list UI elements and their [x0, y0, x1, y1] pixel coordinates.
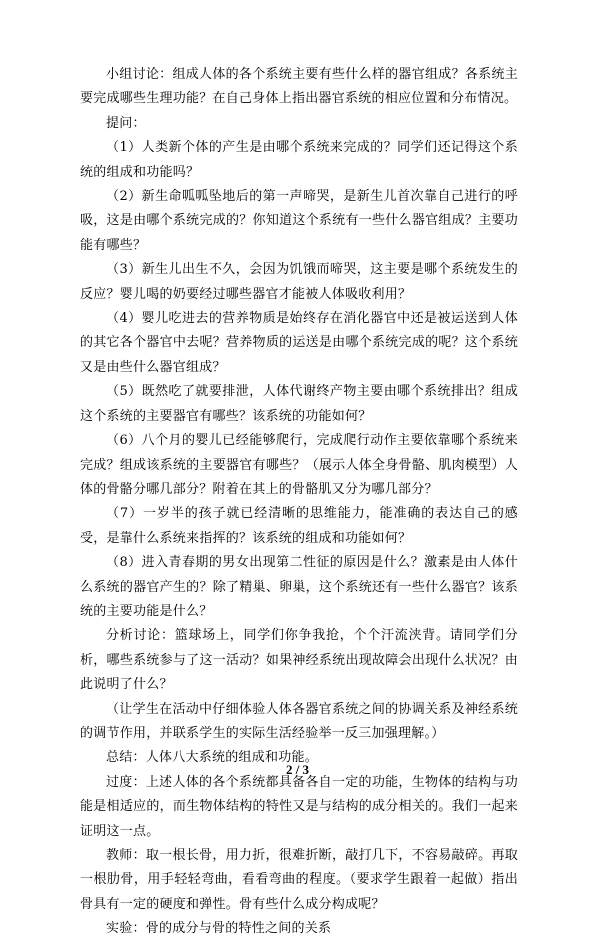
paragraph-note: （让学生在活动中仔细体验人体各器官系统之间的协调关系及神经系统的调节作用，并联系学生的实际生活经验举一反三加强理解。）: [80, 701, 518, 741]
paragraph-question-5: （5）既然吃了就要排泄，人体代谢终产物主要由哪个系统排出？组成这个系统的主要器官有哪些？该系统的功能如何？: [80, 384, 518, 424]
paragraph-question-2: （2）新生命呱呱坠地后的第一声啼哭，是新生儿首次靠自己进行的呼吸，这是由哪个系统完成的？你知道这个系统有一些什么器官组成？主要功能有哪些？: [80, 189, 518, 253]
paragraph-experiment: 实验：骨的成分与骨的特性之间的关系: [106, 921, 332, 937]
page-content: [80, 63, 518, 942]
paragraph-teacher: 教师：取一根长骨，用力折，很难折断，敲打几下，不容易敲碎。再取一根肋骨，用手轻轻弯曲，看看弯曲的程度。（要求学生跟着一起做）指出骨具有一定的硬度和弹性。骨有些什么成分构成呢？: [80, 848, 518, 912]
paragraph-question-8: （8）进入青春期的男女出现第二性征的原因是什么？激素是由人体什么系统的器官产生的？除了精巢、卵巢，这个系统还有一些什么器官？该系统的主要功能是什么？: [80, 555, 518, 619]
paragraph-questions-heading: 提问：: [106, 115, 146, 131]
paragraph-question-7: （7）一岁半的孩子就已经清晰的思维能力，能准确的表达自己的感受，是靠什么系统来指挥的？该系统的组成和功能如何？: [80, 506, 518, 546]
page-number: 2 / 3: [285, 762, 310, 777]
paragraph-question-3: （3）新生儿出生不久，会因为饥饿而啼哭，这主要是哪个系统发生的反应？婴儿喝的奶要经过哪些器官才能被人体吸收利用？: [80, 262, 518, 302]
paragraph-summary: 总结：人体八大系统的组成和功能。: [106, 750, 319, 766]
paragraph-group-discussion: 小组讨论：组成人体的各个系统主要有些什么样的器官组成？各系统主要完成哪些生理功能？在自己身体上指出器官系统的相应位置和分布情况。: [80, 67, 518, 107]
paragraph-question-4: （4）婴儿吃进去的营养物质是始终存在消化器官中还是被运送到人体的其它各个器官中去呢？营养物质的运送是由哪个系统完成的呢？这个系统又是由些什么器官组成？: [80, 311, 518, 375]
paragraph-question-6: （6）八个月的婴儿已经能够爬行，完成爬行动作主要依靠哪个系统来完成？组成该系统的主要器官有哪些？（展示人体全身骨骼、肌肉模型）人体的骨骼分哪几部分？附着在其上的骨骼肌又分为哪几部分？: [80, 433, 518, 497]
paragraph-transition: 过度：上述人体的各个系统都具备各自一定的功能，生物体的结构与功能是相适应的，而生物体结构的特性又是与结构的成分相关的。我们一起来证明这一点。: [80, 774, 518, 839]
paragraph-analysis-discussion: 分析讨论：篮球场上，同学们你争我抢，个个汗流浃背。请同学们分析，哪些系统参与了这一活动？如果神经系统出现故障会出现什么状况？由此说明了什么？: [80, 628, 518, 693]
paragraph-question-1: （1）人类新个体的产生是由哪个系统来完成的？同学们还记得这个系统的组成和功能吗？: [80, 140, 518, 180]
